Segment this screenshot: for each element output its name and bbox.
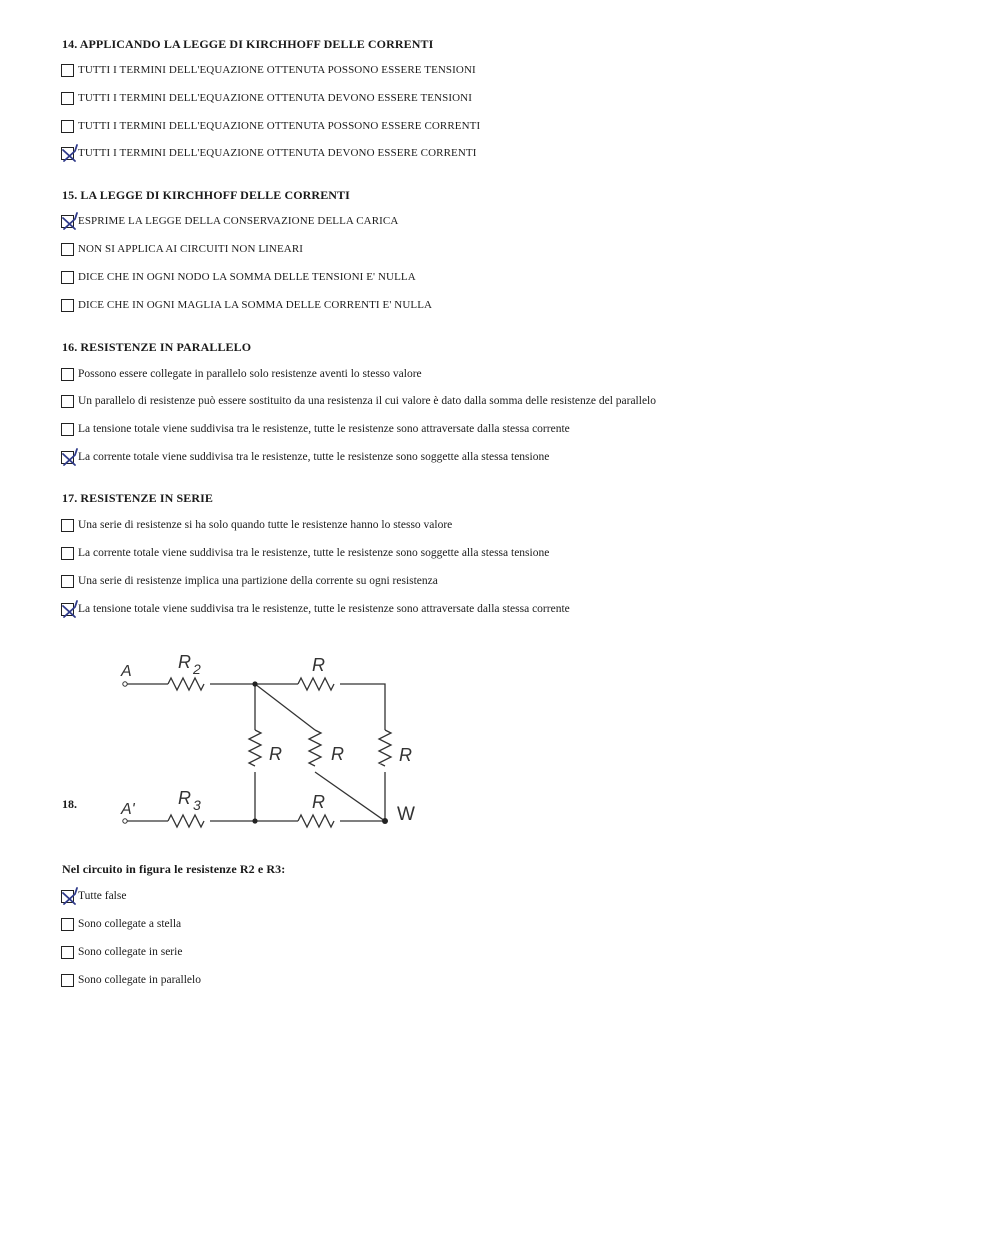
checkbox[interactable] [61,974,74,987]
check-mark-icon [60,210,80,232]
question-16-option-2[interactable] [61,393,656,409]
option-label: Un parallelo di resistenze può essere sostituito da una resistenza il cui valore è dato dalla somma delle resistenze del parallelo [78,395,656,407]
checkbox-checked[interactable] [61,215,74,228]
question-17-option-2[interactable] [61,545,549,561]
wire-top-right [340,684,385,730]
option-label: Sono collegate in parallelo [78,974,201,986]
checkbox[interactable] [61,120,74,133]
option-label: Sono collegate in serie [78,946,183,958]
checkbox[interactable] [61,946,74,959]
resistor-left-r [249,730,261,766]
checkbox[interactable] [61,423,74,436]
question-15-option-2[interactable] [61,241,303,257]
checkbox[interactable] [61,243,74,256]
option-label: TUTTI I TERMINI DELL'EQUAZIONE OTTENUTA POSSONO ESSERE TENSIONI [78,64,476,76]
option-label: La tensione totale viene suddivisa tra le resistenze, tutte le resistenze sono attraversate dalla stessa corrente [78,423,570,435]
terminal-a-dot [123,682,127,686]
question-18-option-2[interactable] [61,916,181,932]
checkbox[interactable] [61,575,74,588]
option-label: DICE CHE IN OGNI MAGLIA LA SOMMA DELLE CORRENTI E' NULLA [78,299,433,311]
option-label: TUTTI I TERMINI DELL'EQUAZIONE OTTENUTA DEVONO ESSERE TENSIONI [78,92,472,104]
option-label: Tutte false [78,890,127,902]
checkbox[interactable] [61,918,74,931]
question-15-option-3[interactable] [61,269,416,285]
label-r3 [178,788,201,813]
question-16-option-3[interactable] [61,421,570,437]
resistor-right-r [379,730,391,766]
checkbox[interactable] [61,92,74,105]
check-mark-icon [60,885,80,907]
checkbox-checked[interactable] [61,603,74,616]
checkbox-checked[interactable] [61,147,74,160]
option-label: DICE CHE IN OGNI NODO LA SOMMA DELLE TENSIONI E' NULLA [78,271,416,283]
question-14-option-4[interactable] [61,145,476,161]
checkbox-checked[interactable] [61,890,74,903]
option-label: Sono collegate a stella [78,918,182,930]
resistor-top-r [298,678,334,690]
wire-diagonal-2 [315,772,385,821]
wire-diagonal-1 [255,684,315,730]
question-14-title: 14. APPLICANDO LA LEGGE DI KIRCHHOFF DELLE CORRENTI [62,37,434,51]
question-14-option-2[interactable] [61,90,472,106]
checkbox[interactable] [61,395,74,408]
check-mark-icon [60,598,80,620]
label-r-top: R [312,655,325,675]
option-label: TUTTI I TERMINI DELL'EQUAZIONE OTTENUTA POSSONO ESSERE CORRENTI [78,120,481,132]
question-14-option-3[interactable] [61,118,480,134]
option-label: NON SI APPLICA AI CIRCUITI NON LINEARI [78,243,304,255]
option-label: TUTTI I TERMINI DELL'EQUAZIONE OTTENUTA DEVONO ESSERE CORRENTI [78,147,477,159]
option-label: ESPRIME LA LEGGE DELLA CONSERVAZIONE DELLA CARICA [78,215,399,227]
check-mark-icon [60,446,80,468]
checkbox[interactable] [61,299,74,312]
question-18-option-3[interactable] [61,944,182,960]
question-18-option-1[interactable] [61,888,126,904]
label-r-mid: R [331,744,344,764]
node-w-dot [382,818,388,824]
resistor-r3 [168,815,204,827]
checkbox[interactable] [61,519,74,532]
checkbox[interactable] [61,547,74,560]
resistor-bottom-r [298,815,334,827]
resistor-r2 [168,678,204,690]
checkbox[interactable] [61,368,74,381]
question-17-option-3[interactable] [61,573,438,589]
label-node-w: W [397,804,415,825]
option-label: Una serie di resistenze implica una partizione della corrente su ogni resistenza [78,575,438,587]
circuit-diagram [110,640,440,840]
label-r3-sub: 3 [193,797,201,813]
question-14-option-1[interactable] [61,62,476,78]
question-15-option-4[interactable] [61,297,432,313]
node-top [252,681,257,686]
label-terminal-a-prime: A' [121,801,135,818]
terminal-a-prime-dot [123,819,127,823]
option-label: La corrente totale viene suddivisa tra le resistenze, tutte le resistenze sono soggette alla stessa tensione [78,547,550,559]
label-terminal-a: A [121,663,132,680]
label-r-right: R [399,745,412,765]
question-17-option-4[interactable] [61,601,570,617]
question-18-number: 18. [62,797,77,811]
label-r2-sub: 2 [193,661,201,677]
question-16-option-4[interactable] [61,449,549,465]
checkbox-checked[interactable] [61,451,74,464]
question-16-title: 16. RESISTENZE IN PARALLELO [62,340,252,354]
label-r3-base: R [178,788,191,808]
resistor-mid-r [309,730,321,766]
node-bottom [252,818,257,823]
label-r-bottom: R [312,792,325,812]
question-16-option-1[interactable] [61,366,422,382]
label-r2-base: R [178,652,191,672]
checkbox[interactable] [61,64,74,77]
question-15-title: 15. LA LEGGE DI KIRCHHOFF DELLE CORRENTI [62,188,350,202]
check-mark-icon [60,142,80,164]
option-label: La tensione totale viene suddivisa tra le resistenze, tutte le resistenze sono attraversate dalla stessa corrente [78,603,570,615]
question-18-option-4[interactable] [61,972,201,988]
option-label: Una serie di resistenze si ha solo quando tutte le resistenze hanno lo stesso valore [78,519,453,531]
checkbox[interactable] [61,271,74,284]
question-15-option-1[interactable] [61,213,398,229]
question-17-option-1[interactable] [61,517,452,533]
option-label: La corrente totale viene suddivisa tra le resistenze, tutte le resistenze sono soggette alla stessa tensione [78,451,550,463]
label-r-left: R [269,744,282,764]
option-label: Possono essere collegate in parallelo solo resistenze aventi lo stesso valore [78,368,422,380]
label-r2 [178,652,201,677]
question-18-title: Nel circuito in figura le resistenze R2 e R3: [62,862,286,876]
question-17-title: 17. RESISTENZE IN SERIE [62,491,214,505]
